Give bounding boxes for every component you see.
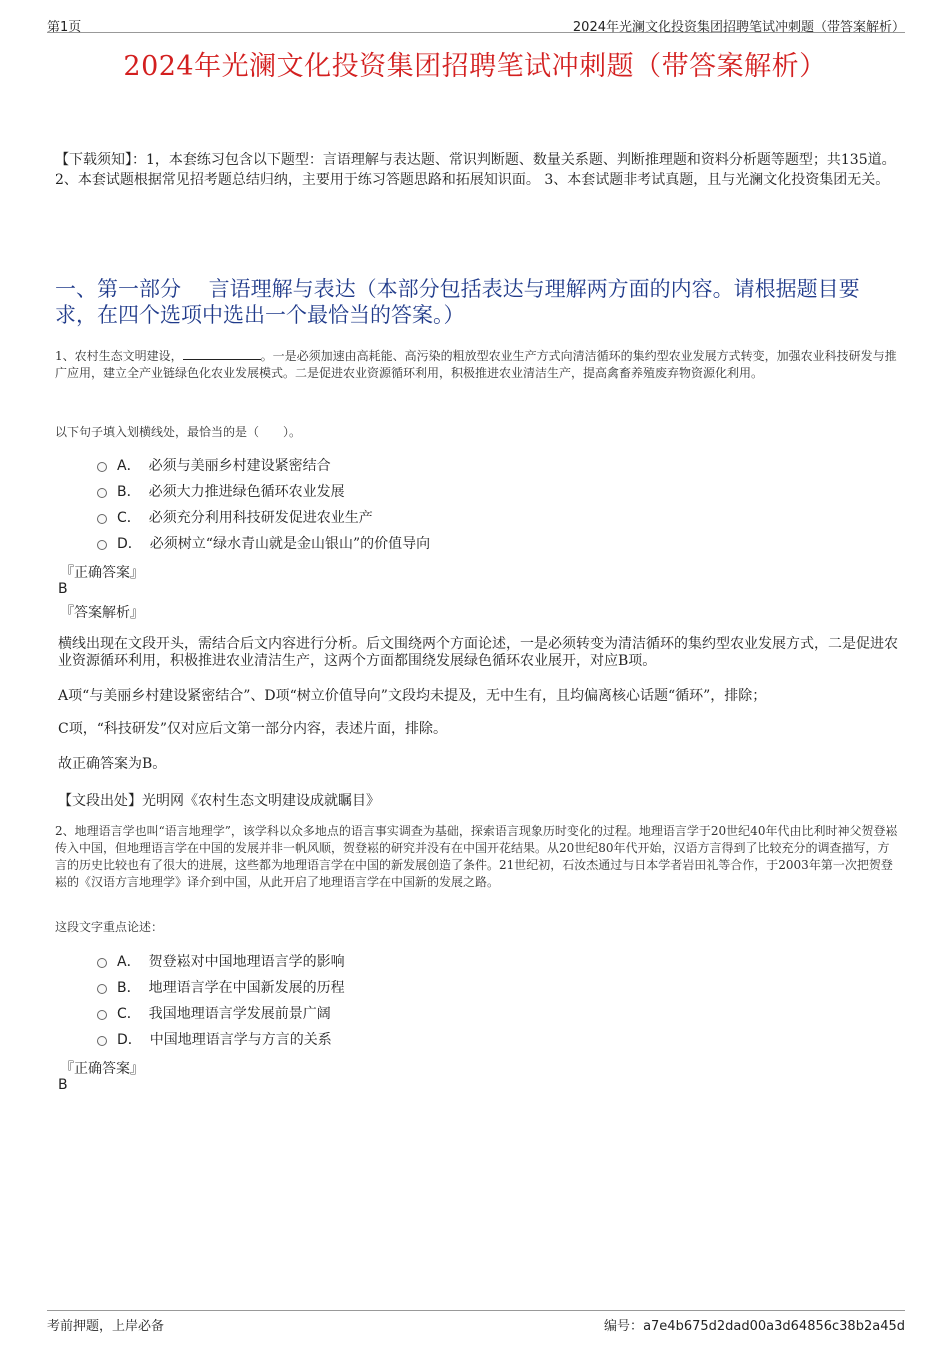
analysis-paragraph: 故正确答案为B。 [58, 756, 167, 772]
question-1-stem-before: 1、农村生态文明建设， [55, 349, 183, 363]
radio-icon[interactable] [97, 984, 107, 994]
option-b[interactable]: B． 必须大力推进绿色循环农业发展 [97, 478, 430, 504]
analysis-paragraph: C项，“科技研发”仅对应后文第一部分内容，表述片面，排除。 [58, 721, 448, 737]
option-a[interactable]: A． 贺登崧对中国地理语言学的影响 [97, 948, 345, 974]
question-1-stem-after: 。一是必须加速由高耗能、高污染的粗放型农业生产方式向清洁循环的集约型农业发展方式转变，加强农业科技研发与推广应用，建立全产业链绿色化农业发展模式。二是促进农业资源循环利用，积极推进农业清洁生产，提高禽畜养殖废弃物资源化利用。 [55, 349, 897, 380]
radio-icon[interactable] [97, 958, 107, 968]
radio-icon[interactable] [97, 462, 107, 472]
option-a[interactable]: A． 必须与美丽乡村建设紧密结合 [97, 452, 430, 478]
radio-icon[interactable] [97, 488, 107, 498]
radio-icon[interactable] [97, 514, 107, 524]
radio-icon[interactable] [97, 1010, 107, 1020]
question-1-prompt: 以下句子填入划横线处，最恰当的是（ ）。 [55, 425, 302, 439]
analysis-paragraph: 横线出现在文段开头，需结合后文内容进行分析。后文围绕两个方面论述，一是必须转变为清洁循环的集约型农业发展方式，二是促进农业资源循环利用，积极推进农业清洁生产，这两个方面都围绕发展绿色循环农业展开，对应B项。 [58, 636, 898, 669]
option-c[interactable]: C． 我国地理语言学发展前景广阔 [97, 1000, 345, 1026]
question-1-stem [55, 347, 900, 382]
document-code: 编号：a7e4b675d2dad00a3d64856c38b2a45d [604, 1319, 905, 1334]
page-footer [47, 1310, 905, 1333]
answer-label: 『正确答案』 [60, 1061, 144, 1077]
page-number: 第1页 [47, 20, 82, 35]
document-title: 2024年光澜文化投资集团招聘笔试冲刺题（带答案解析） [123, 51, 827, 82]
option-b[interactable]: B． 地理语言学在中国新发展的历程 [97, 974, 345, 1000]
header-doc-title: 2024年光澜文化投资集团招聘笔试冲刺题（带答案解析） [572, 20, 905, 35]
analysis-label: 『答案解析』 [60, 605, 144, 621]
passage-source: 【文段出处】光明网《农村生态文明建设成就瞩目》 [58, 793, 380, 809]
section-heading: 一、第一部分 言语理解与表达（本部分包括表达与理解两方面的内容。请根据题目要求，在四个选项中选出一个最恰当的答案。） [55, 277, 860, 327]
option-d[interactable]: D． 必须树立“绿水青山就是金山银山”的价值导向 [97, 530, 430, 556]
analysis-paragraph: A项“与美丽乡村建设紧密结合”、D项“树立价值导向”文段均未提及，无中生有，且均偏离核心话题“循环”，排除； [58, 688, 767, 704]
fill-blank [183, 347, 261, 360]
question-2-stem: 2、地理语言学也叫“语言地理学”，该学科以众多地点的语言事实调查为基础，探索语言现象历时变化的过程。地理语言学于20世纪40年代由比利时神父贺登崧传入中国，但地理语言学在中国的发展并非一帆风顺，贺登崧的研究并没有在中国开花结果。从20世纪80年代开始，汉语方言得到了比较充分的调查描写，方言的历史比较也有了很大的进展，这些都为地理语言学在中国的新发展创造了条件。21世纪初，石汝杰通过与日本学者岩田礼等合作，于2003年第一次把贺登崧的《汉语方言地理学》译介到中国，从此开启了地理语言学在中国新的发展之路。 [55, 824, 898, 889]
option-c[interactable]: C． 必须充分利用科技研发促进农业生产 [97, 504, 430, 530]
page-header [47, 14, 905, 33]
radio-icon[interactable] [97, 540, 107, 550]
correct-answer: B [58, 1077, 68, 1093]
radio-icon[interactable] [97, 1036, 107, 1046]
download-notice: 【下载须知】：1，本套练习包含以下题型：言语理解与表达题、常识判断题、数量关系题、判断推理题和资料分析题等题型；共135道。 2、本套试题根据常见招考题总结归纳，主要用于练习答题思路和拓展知识面。 3、本套试题非考试真题，且与光澜文化投资集团无关。 [55, 152, 896, 188]
answer-label: 『正确答案』 [60, 565, 144, 581]
question-2-prompt: 这段文字重点论述： [55, 920, 164, 934]
option-d[interactable]: D． 中国地理语言学与方言的关系 [97, 1026, 345, 1052]
question-2-options [97, 948, 345, 1052]
question-1-options [97, 452, 430, 556]
correct-answer: B [58, 581, 68, 597]
footer-slogan: 考前押题，上岸必备 [47, 1319, 165, 1334]
